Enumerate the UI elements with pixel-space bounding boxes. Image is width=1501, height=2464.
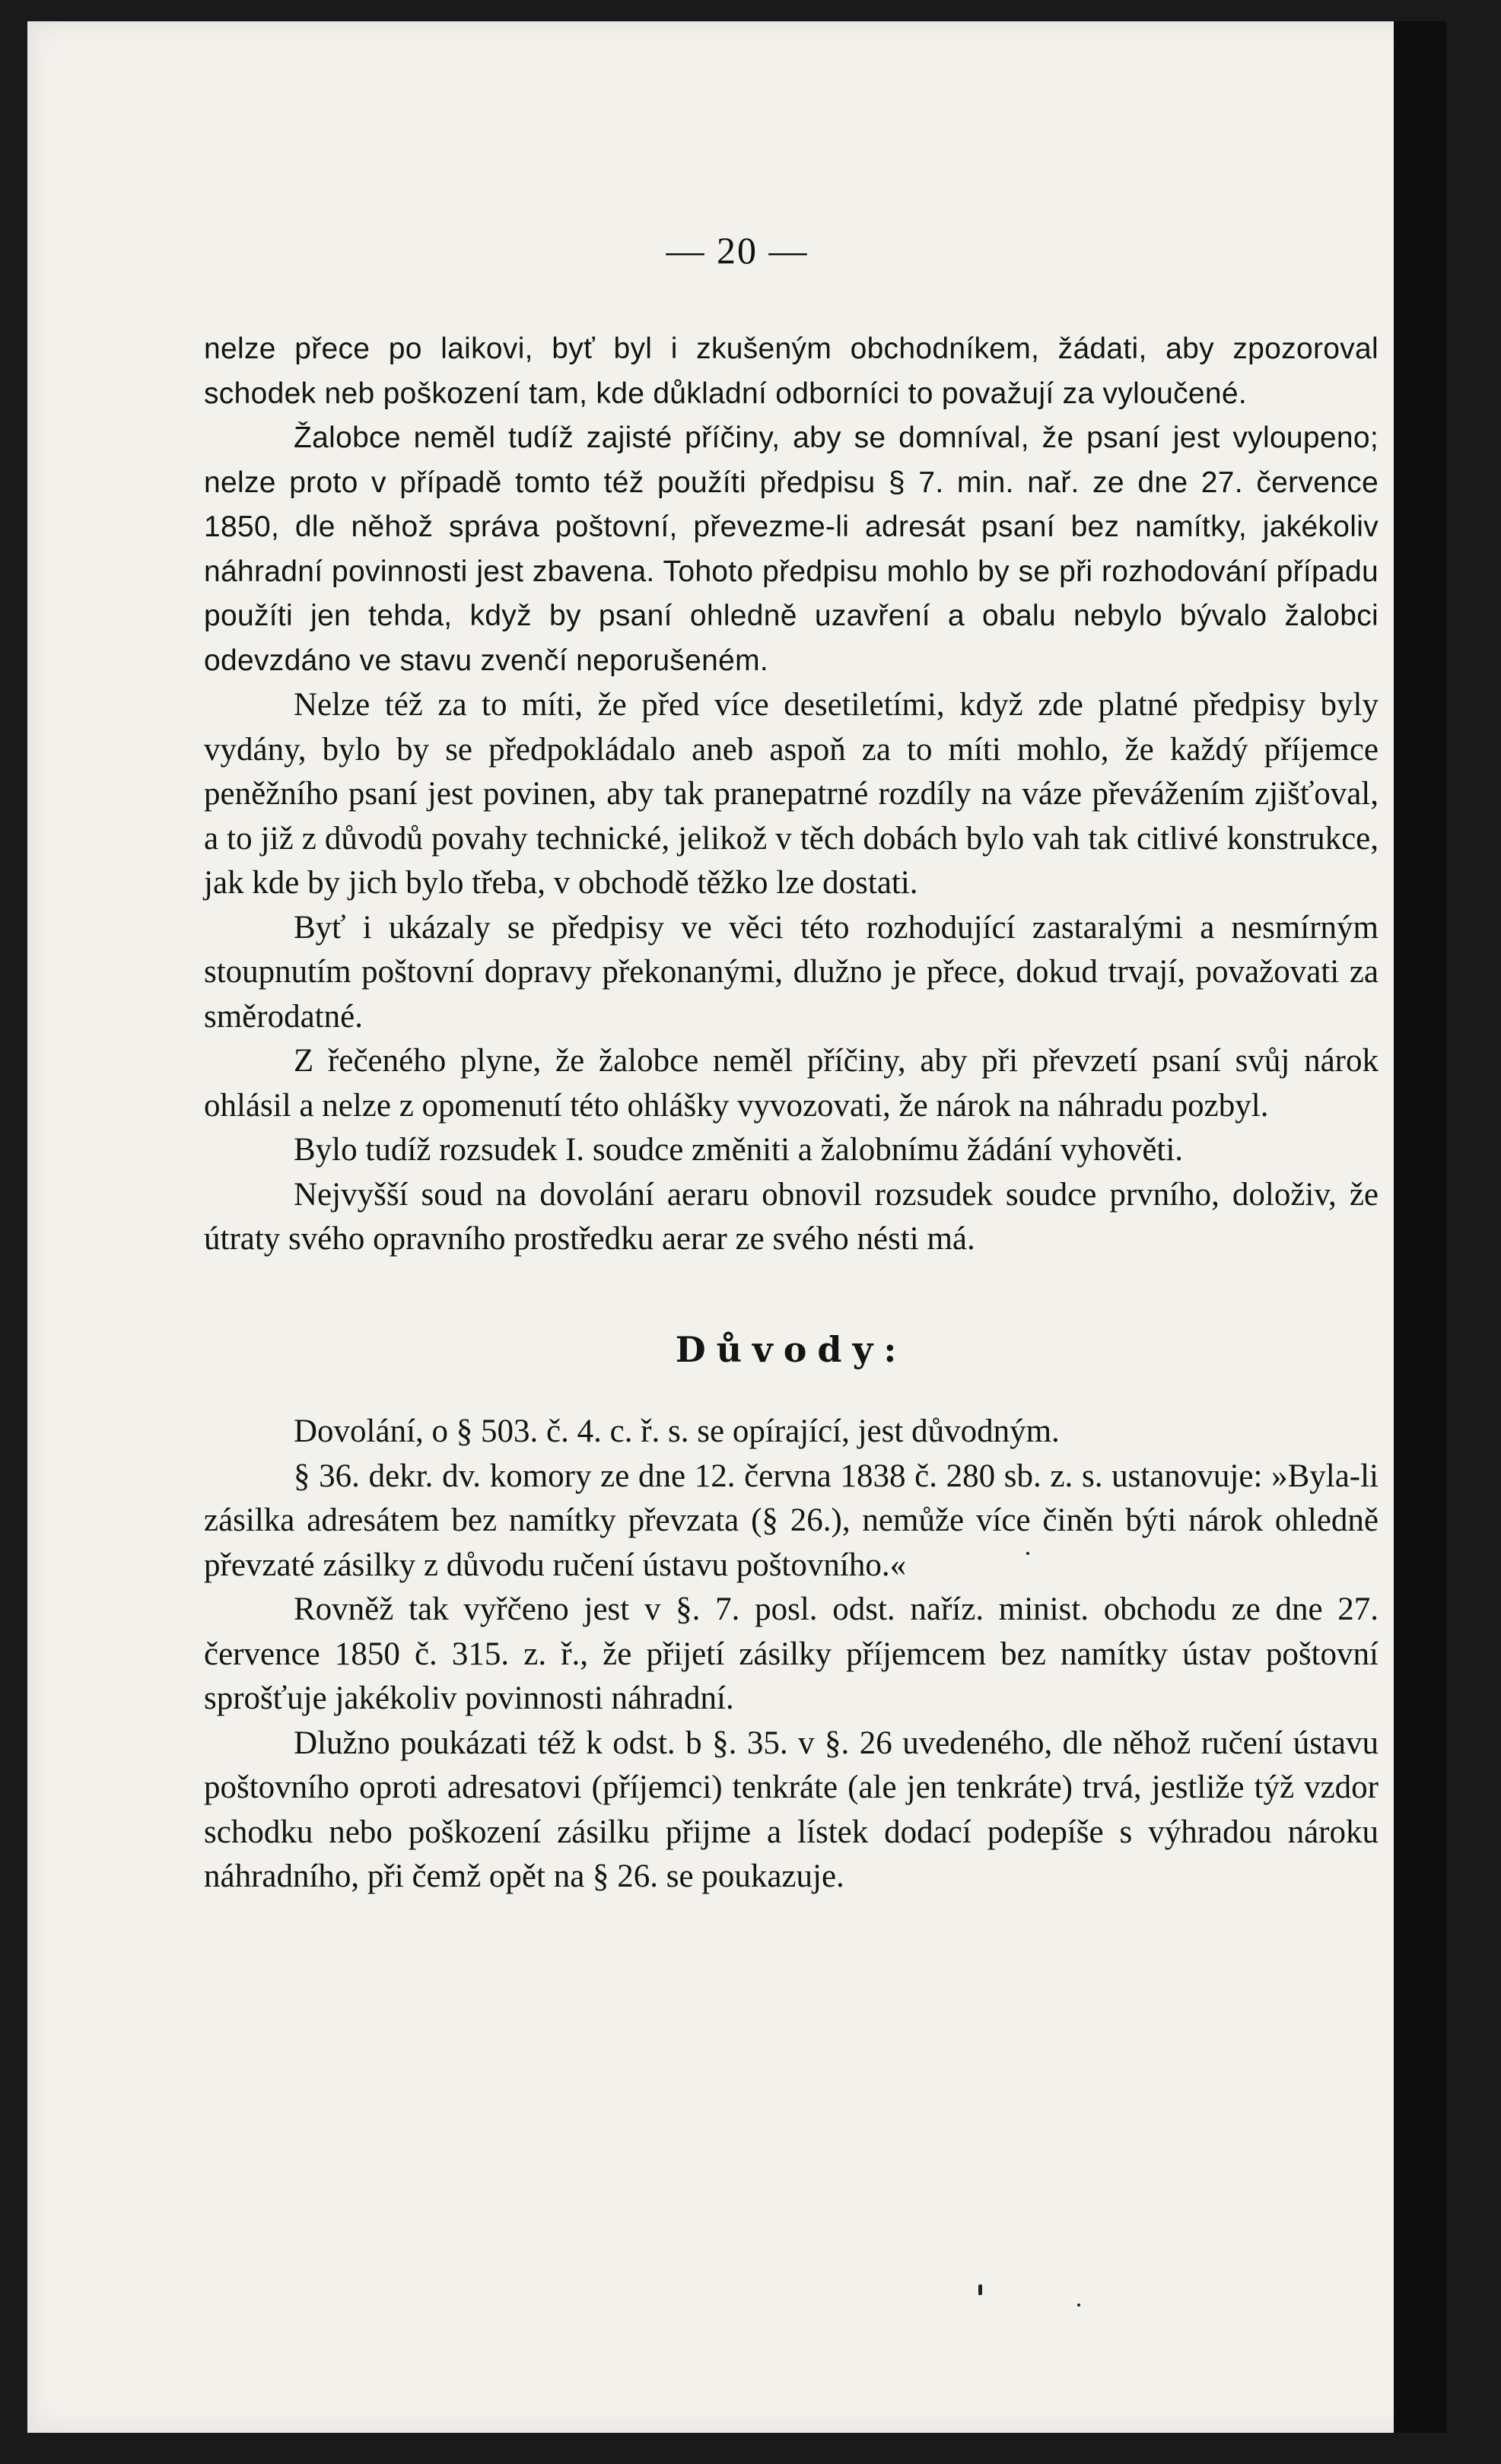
scan-dark-edge [1394, 21, 1447, 2433]
reason-2: § 36. dekr. dv. komory ze dne 12. června 1838 č. 280 sb. z. s. ustanovuje: »Byla-li zásilka adresátem bez namítky převzata (§ 26.), nemůže více činěn býti nárok ohledně převzaté zásilky z důvodu ručení ústavu poštovního.« [204, 1458, 1379, 1583]
paragraph-5: Z řečeného plyne, že žalobce neměl příčiny, aby při převzetí psaní svůj nárok ohlásil a nelze z opomenutí této ohlášky vyvozovati, že nárok na náhradu pozbyl. [204, 1043, 1379, 1124]
scan-speck [1077, 2303, 1080, 2307]
paragraph-1: nelze přece po laikovi, byť byl i zkušeným obchodníkem, žádati, aby zpozoroval schodek neb poškození tam, kde důkladní odborníci to považují za vyloučené. [204, 332, 1379, 410]
scan-speck [978, 2284, 982, 2295]
paragraph-4: Byť i ukázaly se předpisy ve věci této rozhodující zastaralými a nesmírným stoupnutím poštovní dopravy překonanými, dlužno je přece, dokud trvají, považovati za směrodatné. [204, 909, 1379, 1035]
reason-3: Rovněž tak vyřčeno jest v §. 7. posl. odst. naříz. minist. obchodu ze dne 27. července 1850 č. 315. z. ř., že přijetí zásilky příjemcem bez namítky ústav poštovní sprošťuje jakékoliv povinnosti náhradní. [204, 1591, 1379, 1716]
paragraph-7: Nejvyšší soud na dovolání aeraru obnovil rozsudek soudce prvního, doloživ, že útraty svého opravního prostředku aerar ze svého nésti má. [204, 1176, 1379, 1257]
document-page [27, 21, 1447, 2433]
scan-speck [1026, 1552, 1029, 1555]
paragraph-2: Žalobce neměl tudíž zajisté příčiny, aby se domníval, že psaní jest vyloupeno; nelze proto v případě tomto též použíti předpisu § 7. min. nař. ze dne 27. července 1850, dle něhož správa poštovní, převezme-li adresát psaní bez namítky, jakékoliv náhradní povinnosti jest zbavena. Tohoto předpisu mohlo by se při rozhodování případu použíti jen tehda, když by psaní ohledně uzavření a obalu nebylo bývalo žalobci odevzdáno ve stavu zvenčí neporušeném. [204, 421, 1379, 677]
page-number: — 20 — [666, 229, 809, 272]
section-heading: Důvody: [675, 1328, 908, 1370]
paragraph-6: Bylo tudíž rozsudek I. soudce změniti a žalobnímu žádání vyhověti. [294, 1132, 1184, 1168]
paragraph-3: Nelze též za to míti, že před více desetiletími, když zde platné předpisy byly vydány, bylo by se předpokládalo aneb aspoň za to míti mohlo, že každý příjemce peněžního psaní jest povinen, aby tak pranepatrné rozdíly na váze převážením zjišťoval, a to již z důvodů povahy technické, jelikož v těch dobách bylo vah tak citlivé konstrukce, jak kde by jich bylo třeba, v obchodě těžko lze dostati. [204, 687, 1379, 901]
reason-1: Dovolání, o § 503. č. 4. c. ř. s. se opírající, jest důvodným. [294, 1413, 1060, 1449]
body-text [204, 327, 1379, 1900]
reason-4: Dlužno poukázati též k odst. b §. 35. v §. 26 uvedeného, dle něhož ručení ústavu poštovního oproti adresatovi (příjemci) tenkráte (ale jen tenkráte) trvá, jestliže týž vzdor schodku nebo poškození zásilku přijme a lístek dodací podepíše s výhradou nároku náhradního, při čemž opět na § 26. se poukazuje. [204, 1725, 1379, 1894]
